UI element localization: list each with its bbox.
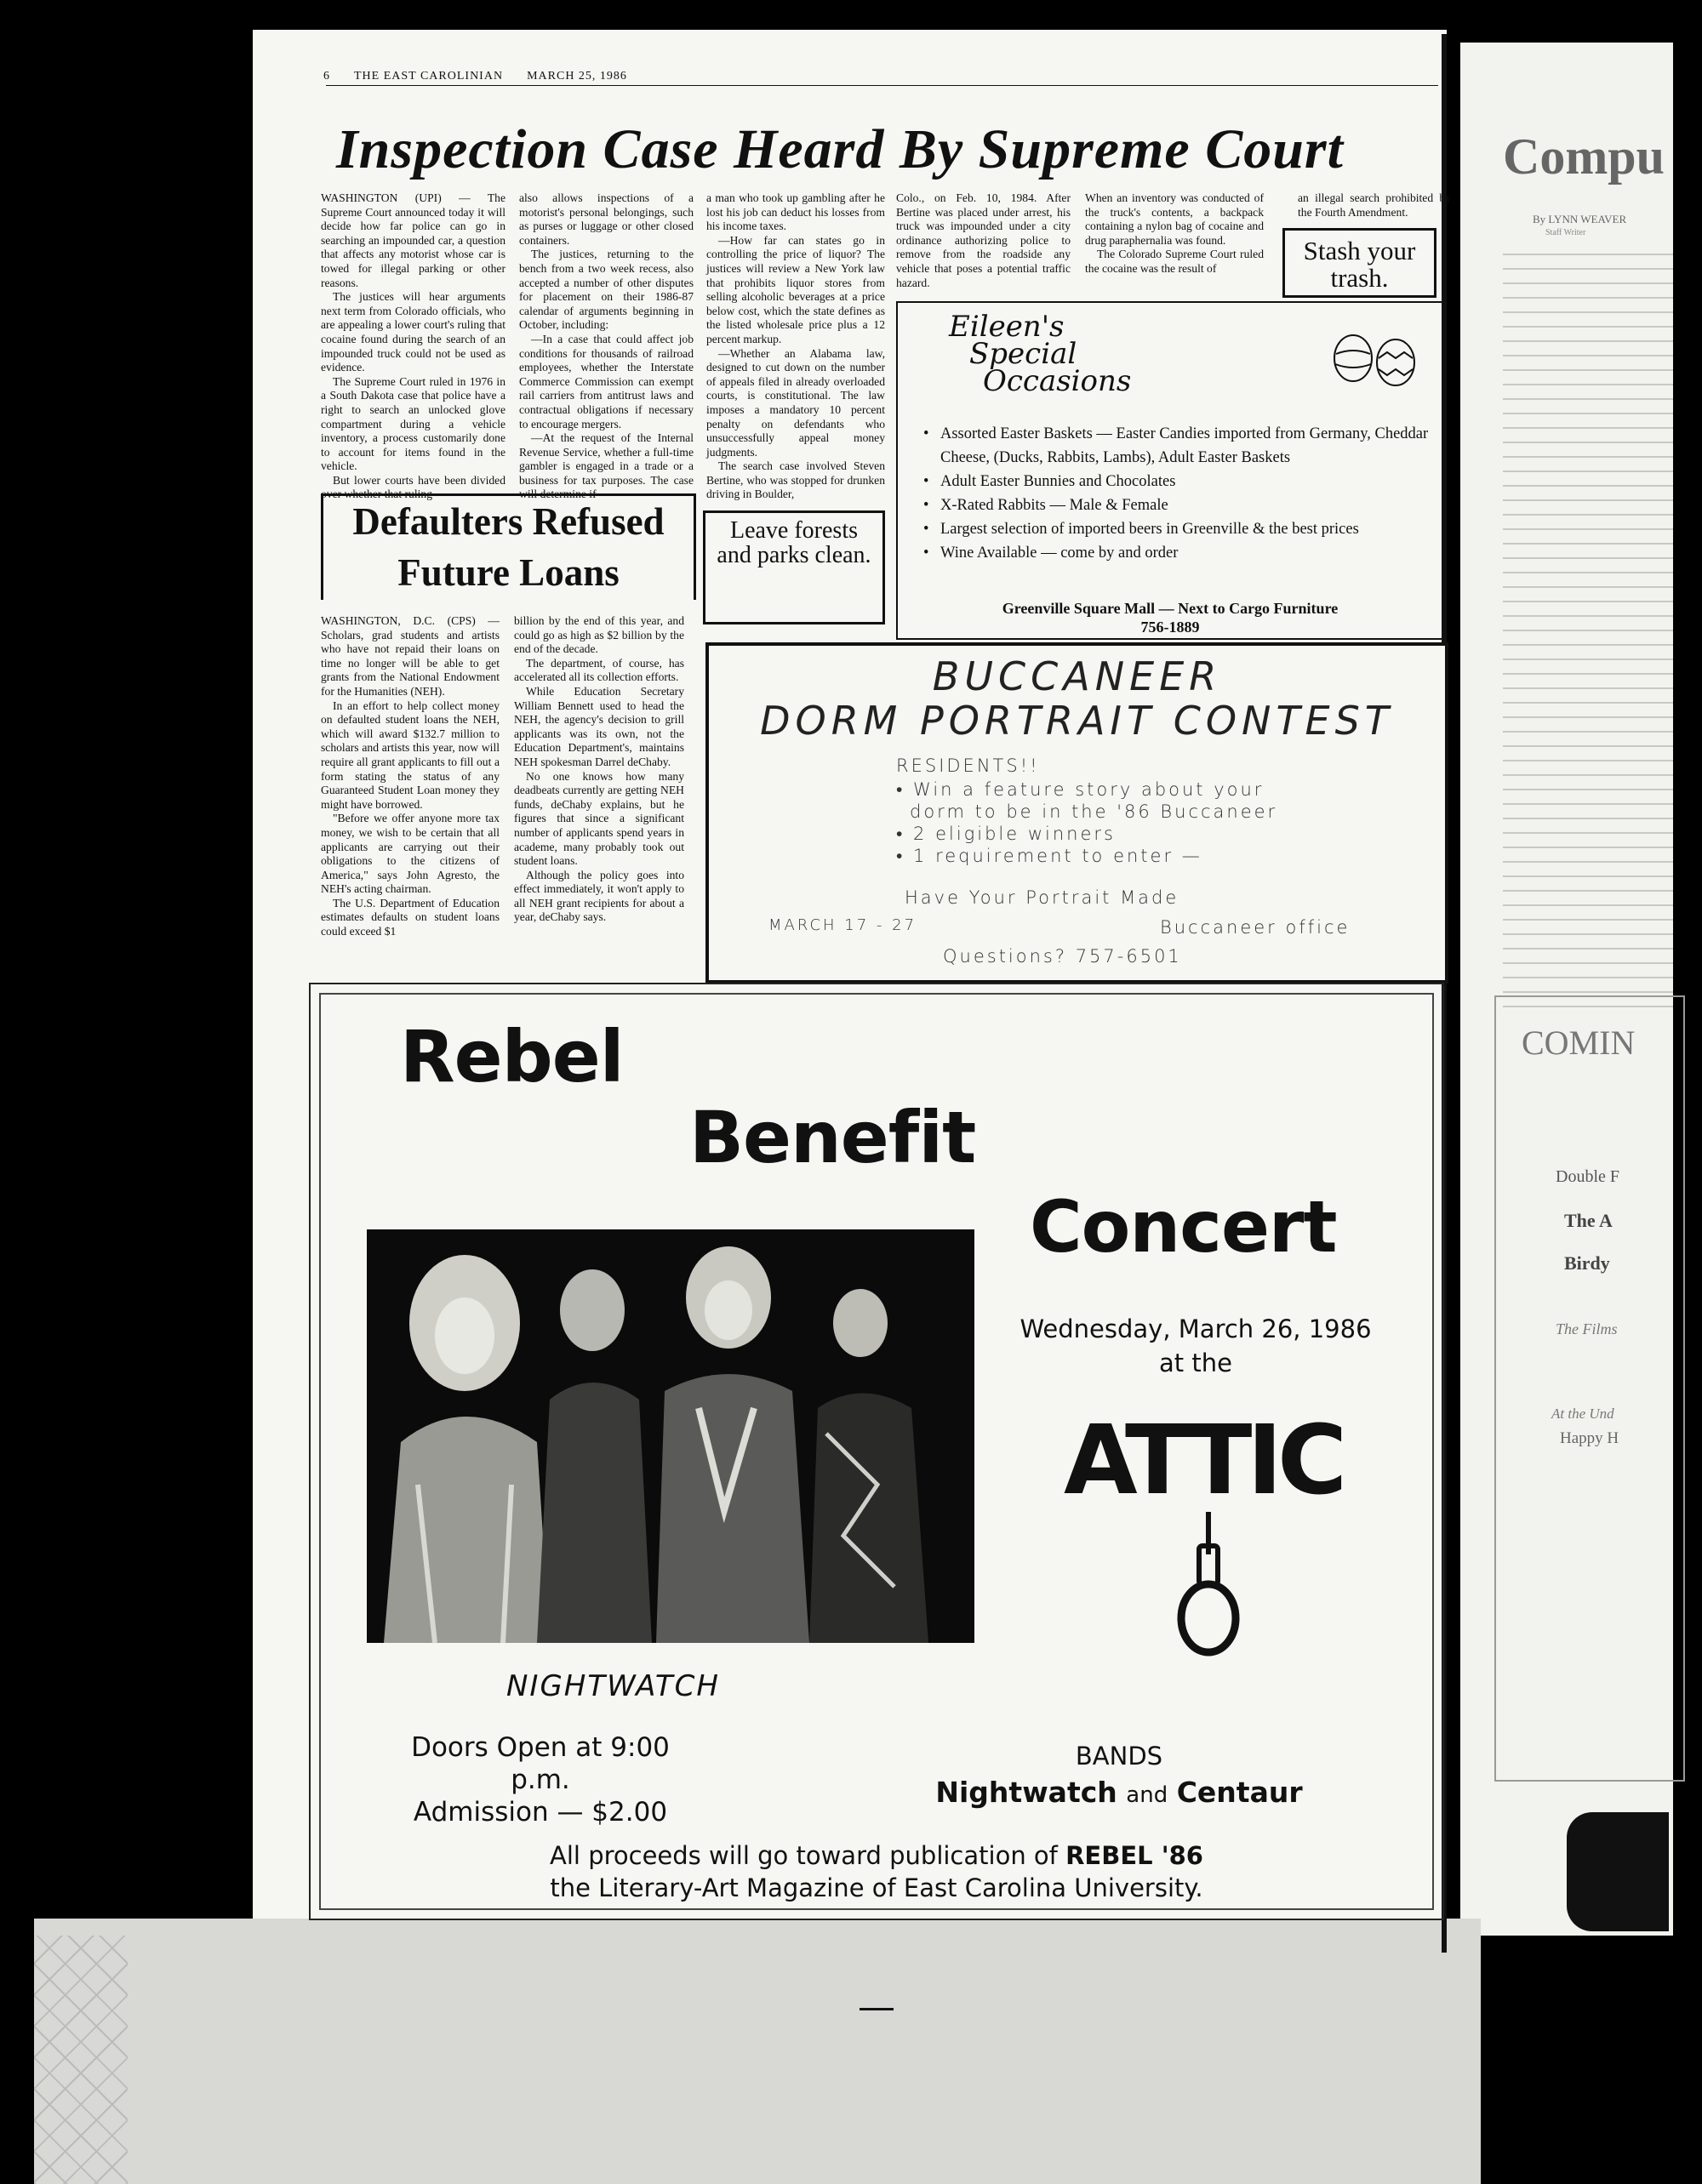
- eileens-logo-line3: Occasions: [983, 364, 1132, 398]
- dorm-residents: RESIDENTS!!: [896, 756, 1040, 776]
- next-page-at-the-und: At the Und: [1551, 1406, 1614, 1422]
- concert-date-block: [983, 1312, 1408, 1380]
- rebel-title-line2: Benefit: [689, 1096, 976, 1179]
- dorm-bullet-text: 2 eligible winners: [913, 824, 1116, 844]
- article-column-4: [896, 191, 1071, 294]
- paragraph: The justices will hear arguments next term from Colorado officials, who are appealing a lower court's ruling that cocaine found during the search of an impounded truck could not be used as evidence.: [321, 290, 505, 374]
- dorm-portrait-line: Have Your Portrait Made: [905, 887, 1179, 908]
- concert-at-the: at the: [1159, 1349, 1232, 1377]
- concert-date: Wednesday, March 26, 1986: [1019, 1314, 1372, 1343]
- dorm-contest-title: [709, 654, 1445, 743]
- eileens-phone: 756-1889: [1140, 619, 1200, 636]
- paragraph: The Colorado Supreme Court ruled the cocaine was the result of: [1085, 248, 1264, 275]
- dorm-portrait-contest-ad: [705, 642, 1448, 984]
- psa-leave-forests-text: Leave forests and parks clean.: [717, 517, 871, 568]
- eileens-logo-line2: Special: [969, 337, 1077, 371]
- next-page-coming-box: [1494, 995, 1685, 1782]
- next-page-staff: Staff Writer: [1545, 228, 1586, 237]
- paragraph: an illegal search prohibited by the Fourth Amendment.: [1298, 191, 1451, 219]
- paragraph: While Education Secretary William Bennett used to head the NEH, the agency's decision to grill applicants was its own, not the Education Department's, maintains NEH spokesman Darrel deChaby.: [514, 684, 684, 768]
- proceeds-block: [362, 1839, 1391, 1904]
- eileens-item-list: [923, 422, 1434, 565]
- rebel-title-line3: Concert: [1030, 1185, 1337, 1269]
- bands-lineup: [915, 1776, 1323, 1809]
- band2-name: Centaur: [1176, 1776, 1303, 1809]
- paragraph: WASHINGTON, D.C. (CPS) — Scholars, grad students and artists who have not repaid their loans on time no longer will be able to get grants from the National Endowment for the Humanities (NEH).: [321, 614, 500, 698]
- paragraph: "Before we offer anyone more tax money, we wish to be certain that all applicants are carrying out their obligations to the citizens of America," says John Agresto, the NEH's acting chairman.: [321, 812, 500, 896]
- list-item: • Assorted Easter Baskets — Easter Candies imported from Germany, Cheddar Cheese, (Ducks, Rabbits, Lambs), Adult Easter Baskets: [923, 422, 1434, 470]
- next-page-film2: Birdy: [1564, 1252, 1610, 1274]
- paragraph: The U.S. Department of Education estimates defaults on student loans could exceed $1: [321, 896, 500, 938]
- next-page-double: Double F: [1556, 1167, 1619, 1186]
- page-number: 6: [323, 70, 330, 83]
- rebel-86: REBEL '86: [1065, 1841, 1203, 1870]
- easter-eggs-icon: [1323, 328, 1425, 388]
- article-headline: Inspection Case Heard By Supreme Court: [336, 118, 1344, 180]
- paragraph: The department, of course, has accelerated all its collection efforts.: [514, 656, 684, 684]
- psa-stash-text: Stash your trash.: [1303, 236, 1416, 293]
- dorm-questions: Questions? 757-6501: [943, 946, 1182, 967]
- magazine-line: the Literary-Art Magazine of East Carolina University.: [550, 1873, 1203, 1902]
- article2-headline-box: [321, 493, 696, 600]
- next-page-headline: Compu: [1503, 128, 1665, 185]
- admission: Admission — $2.00: [413, 1797, 668, 1828]
- doors-admission-block: [387, 1731, 694, 1828]
- next-page-films: The Films: [1556, 1320, 1618, 1337]
- paragraph: But lower courts have been divided over whether that ruling: [321, 473, 505, 501]
- article-column-5: [1085, 191, 1264, 292]
- next-page-byline: By LYNN WEAVER: [1533, 213, 1627, 225]
- psa-leave-forests: [703, 510, 885, 624]
- paragraph: WASHINGTON (UPI) — The Supreme Court announced today it will decide how far police can go in searching an impounded car, a question that affects any motorist whose car is towed for illegal parking or other reasons.: [321, 191, 505, 289]
- article2-headline-line2: Future Loans: [397, 551, 620, 594]
- article-column-1: [321, 191, 505, 501]
- article-column-2: [519, 191, 694, 501]
- paragraph: —At the request of the Internal Revenue Service, whether a full-time gambler is engaged in a trade or a business for tax purposes. The case will determine if: [519, 431, 694, 501]
- list-item: • 1 requirement to enter —: [896, 846, 1202, 866]
- bands-and: and: [1126, 1782, 1168, 1808]
- rebel-benefit-concert-ad: [309, 983, 1444, 1920]
- band-caption: NIGHTWATCH: [506, 1669, 720, 1703]
- doors-open: Doors Open at 9:00 p.m.: [411, 1732, 670, 1795]
- scan-mark: [860, 2008, 894, 2010]
- issue-date: MARCH 25, 1986: [527, 70, 627, 83]
- proceeds-line: [362, 1839, 1391, 1872]
- scan-margin: [34, 1919, 1481, 2184]
- paragraph: —How far can states go in controlling the price of liquor? The justices will review a New York law that prohibits liquor stores from selling alcoholic beverages at a price below cost, which the state defines as the listed wholesale price plus a 12 percent markup.: [706, 233, 885, 345]
- list-item: • Win a feature story about your: [896, 779, 1265, 800]
- next-page-article-text: [1503, 247, 1673, 1012]
- list-item: • Adult Easter Bunnies and Chocolates: [923, 470, 1434, 493]
- list-item: dorm to be in the '86 Buccaneer: [910, 801, 1278, 822]
- paragraph: —In a case that could affect job conditions for thousands of railroad employees, whether the Interstate Commerce Commission can exempt rail carriers from antitrust laws and contractual obligations if necessary to encourage mergers.: [519, 332, 694, 431]
- dorm-bullets: [896, 778, 1277, 867]
- list-item: • 2 eligible winners: [896, 824, 1116, 844]
- paragraph: The justices, returning to the bench from a two week recess, also accepted a number of other disputes for placement on their 1986-87 calendar of arguments beginning in October, including:: [519, 248, 694, 332]
- list-item: • Wine Available — come by and order: [923, 541, 1434, 565]
- folio-rule: [326, 85, 1438, 86]
- paper-name: THE EAST CAROLINIAN: [354, 70, 504, 83]
- adjacent-page: [1460, 43, 1673, 1936]
- next-page-logo: [1567, 1812, 1669, 1931]
- article2-headline-line1: Defaulters Refused: [352, 500, 665, 543]
- eileens-footer: [898, 599, 1442, 636]
- folio: [323, 70, 651, 83]
- bands-label: BANDS: [1075, 1742, 1163, 1771]
- band1-name: Nightwatch: [935, 1776, 1117, 1809]
- paragraph: also allows inspections of a motorist's personal belongings, such as purses or luggage or other closed containers.: [519, 191, 694, 247]
- dorm-dates: MARCH 17 - 27: [768, 916, 917, 934]
- article2-column-2: [514, 614, 684, 972]
- dorm-title-line1: BUCCANEER: [932, 653, 1222, 699]
- dorm-bullet-text: 1 requirement to enter —: [913, 846, 1202, 866]
- next-page-film1: The A: [1564, 1210, 1613, 1231]
- paragraph: billion by the end of this year, and could go as high as $2 billion by the end of the decade.: [514, 614, 684, 656]
- paragraph: —Whether an Alabama law, designed to cut down on the number of appeals filed in already overloaded courts, is constitutional. The law imposes a mandatory 10 percent penalty on defendants who unsuccessfully appeal money judgments.: [706, 346, 885, 459]
- next-page-happy: Happy H: [1560, 1429, 1619, 1447]
- paragraph: Although the policy goes into effect immediately, it won't apply to all NEH grant recipients for about a year, deChaby says.: [514, 868, 684, 924]
- list-item: • X-Rated Rabbits — Male & Female: [923, 493, 1434, 517]
- paragraph: The search case involved Steven Bertine, who was stopped for drunken driving in Boulder,: [706, 459, 885, 501]
- article-column-6: [1298, 191, 1451, 225]
- eileens-address: Greenville Square Mall — Next to Cargo Furniture: [1002, 600, 1339, 617]
- next-page-coming: COMIN: [1522, 1024, 1636, 1062]
- article-column-3: [706, 191, 885, 501]
- paragraph: In an effort to help collect money on defaulted student loans the NEH, which will award $132.7 million to scholars and artists this year, now will require all grant applicants to fill out a form stating the status of any Guaranteed Student Loan money they might have borrowed.: [321, 699, 500, 811]
- rebel-title-line1: Rebel: [400, 1015, 624, 1098]
- psa-stash-trash: [1282, 228, 1436, 298]
- paragraph: The Supreme Court ruled in 1976 in a South Dakota case that police have a right to search an unlocked glove compartment during a vehicle inventory, a process customarily done to account for items found in the vehicle.: [321, 374, 505, 473]
- paragraph: Colo., on Feb. 10, 1984. After Bertine was placed under arrest, his truck was impounded under a city ordinance authorizing police to remove from the roadside any vehicle that poses a potential traffic hazard.: [896, 191, 1071, 289]
- proceeds-text: All proceeds will go toward publication of: [550, 1841, 1058, 1870]
- attic-logo: ATTIC: [1064, 1406, 1343, 1516]
- band-photo: [367, 1229, 974, 1643]
- scan-margin-hatch: [34, 1936, 128, 2184]
- paragraph: When an inventory was conducted of the truck's contents, a backpack containing a nylon bag of cocaine and drug paraphernalia was found.: [1085, 191, 1264, 247]
- dorm-title-line2: DORM PORTRAIT CONTEST: [760, 698, 1394, 744]
- list-item: • Largest selection of imported beers in Greenville & the best prices: [923, 517, 1434, 541]
- paragraph: a man who took up gambling after he lost his job can deduct his losses from his income taxes.: [706, 191, 885, 233]
- band-silhouettes-image: [367, 1229, 974, 1643]
- eileens-special-occasions-ad: [896, 301, 1444, 640]
- eileens-logo-line1: Eileen's: [949, 310, 1065, 344]
- dorm-bullet-text: Win a feature story about your: [913, 779, 1265, 800]
- paragraph: No one knows how many deadbeats currently are getting NEH funds, deChaby explains, but he figures that since a significant number of applicants spend years in academe, many probably took out student loans.: [514, 769, 684, 868]
- eileens-logo: [949, 310, 1289, 398]
- noose-icon: [1162, 1512, 1255, 1657]
- article2-column-1: [321, 614, 500, 972]
- dorm-office: Buccaneer office: [1160, 917, 1351, 938]
